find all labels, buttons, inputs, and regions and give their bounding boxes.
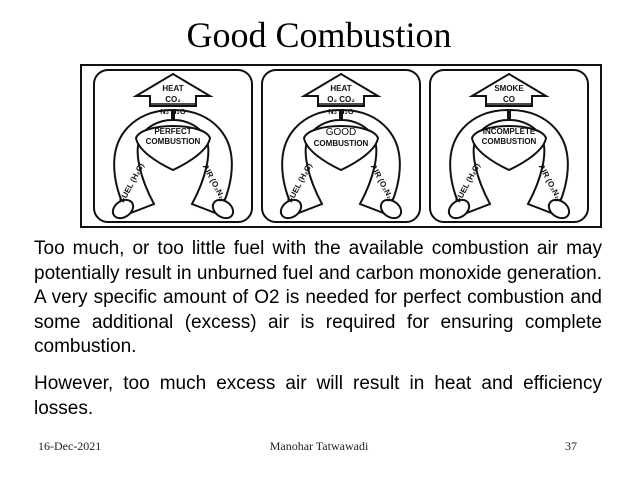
panel-gas-line-2: N₂ H₂O (328, 107, 354, 116)
panel-air-label: AIR (O₂N₂) (368, 162, 396, 203)
panel-fuel-label: FUEL (H₂C) (285, 161, 314, 205)
diagram-panel-good (262, 70, 420, 222)
panel-center-line-1: GOOD (325, 127, 357, 138)
panel-fuel-label: FUEL (H₂C) (117, 161, 146, 205)
diagram-panel-incomplete (430, 70, 588, 222)
combustion-diagram (80, 64, 602, 228)
panel-top-label: HEAT (162, 84, 184, 93)
panel-gas-line-1: O₂ CO₂ (327, 95, 355, 104)
diagram-panel-perfect (94, 70, 252, 222)
footer-author: Manohar Tatwawadi (269, 439, 369, 453)
panel-center-line-1: PERFECT (154, 127, 192, 136)
panel-top-label: HEAT (330, 84, 352, 93)
footer-page-number: 37 (565, 439, 577, 453)
body-paragraph-1: Too much, or too little fuel with the available combustion air may potentially result in unburned fuel and carbon monoxide generation. A very specific amount of O2 is needed for perfect combustion and some additional (excess) air is required for ensuring complete combustion. (34, 238, 602, 358)
footer-date: 16-Dec-2021 (38, 439, 102, 453)
panel-center-line-2: COMBUSTION (481, 137, 537, 146)
panel-top-label: SMOKE (494, 84, 524, 93)
panel-fuel-label: FUEL (H₂C) (453, 161, 482, 205)
panel-gas-line-1: CO (503, 95, 515, 104)
slide-title: Good Combustion (186, 15, 452, 55)
panel-center-line-2: COMBUSTION (145, 137, 201, 146)
panel-center-line-2: COMBUSTION (313, 139, 369, 148)
panel-gas-line-1: CO₂ (165, 95, 181, 104)
panel-air-label: AIR (O₂N₂) (536, 162, 564, 203)
panel-air-label: AIR (O₂N₂) (200, 162, 228, 203)
panel-gas-line-2: N₂ H₂O (160, 107, 186, 116)
body-paragraph-2: However, too much excess air will result in heat and efficiency losses. (34, 373, 602, 419)
panel-center-line-1: INCOMPLETE (482, 127, 536, 136)
